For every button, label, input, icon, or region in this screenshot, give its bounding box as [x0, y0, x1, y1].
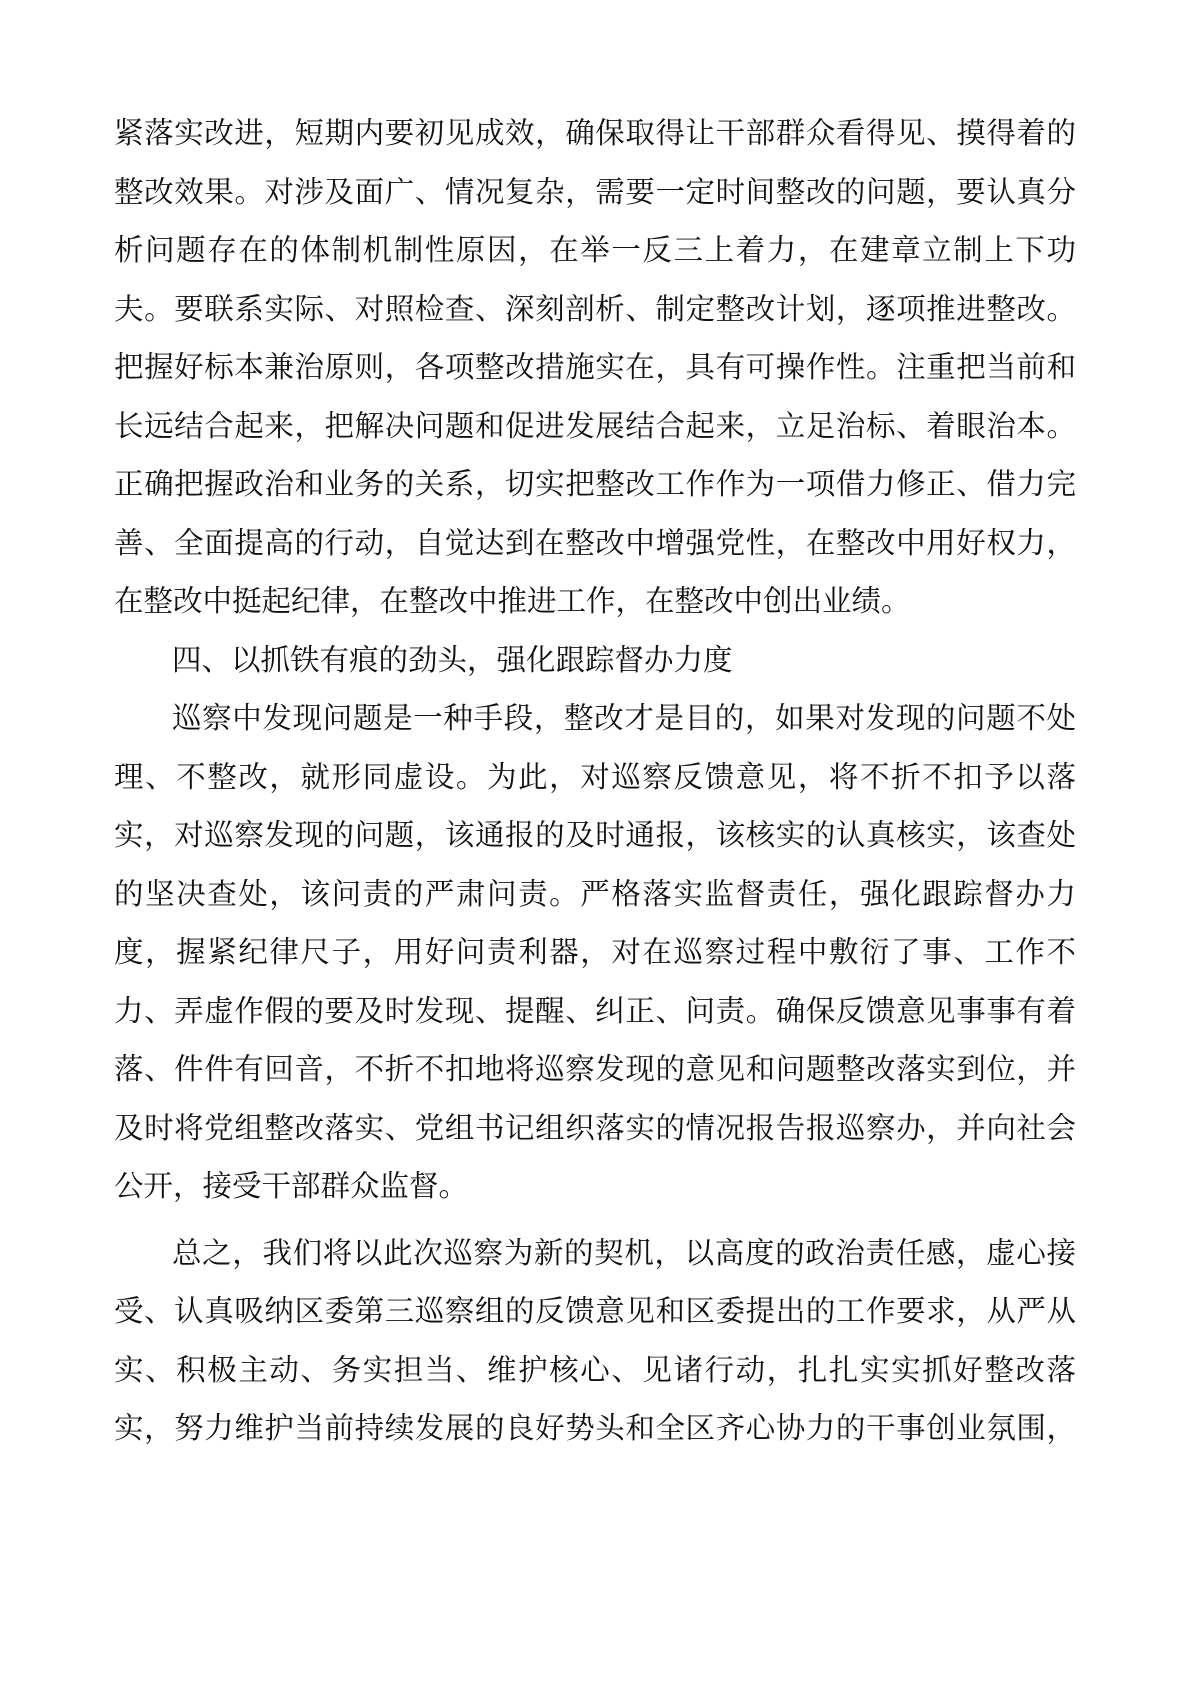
- document-body: [114, 104, 1076, 1458]
- text-line: 实，对巡察发现的问题，该通报的及时通报，该核实的认真核实，该查处: [114, 818, 1076, 852]
- text-line: 正确把握政治和业务的关系，切实把整改工作作为一项借力修正、借力完: [114, 467, 1076, 501]
- text-line: 力、弄虚作假的要及时发现、提醒、纠正、问责。确保反馈意见事事有着: [114, 993, 1076, 1028]
- text-line: 长远结合起来，把解决问题和促进发展结合起来，立足治标、着眼治本。: [114, 408, 1076, 443]
- text-line: 受、认真吸纳区委第三巡察组的反馈意见和区委提出的工作要求，从严从: [114, 1294, 1076, 1328]
- paragraph-continued: [114, 104, 1076, 631]
- paragraph: [114, 1224, 1076, 1458]
- text-line: 度，握紧纪律尺子，用好问责利器，对在巡察过程中敷衍了事、工作不: [114, 935, 1076, 969]
- text-line: 紧落实改进，短期内要初见成效，确保取得让干部群众看得见、摸得着的: [114, 116, 1076, 150]
- text-line: 公开，接受干部群众监督。: [114, 1169, 469, 1203]
- text-line: 夫。要联系实际、对照检查、深刻剖析、制定整改计划，逐项推进整改。: [114, 291, 1076, 326]
- paragraph: [114, 689, 1076, 1216]
- text-line: 落、件件有回音，不折不扣地将巡察发现的意见和问题整改落实到位，并: [114, 1052, 1076, 1086]
- text-line: 实、积极主动、务实担当、维护核心、见诸行动，扎扎实实抓好整改落: [114, 1352, 1076, 1387]
- text-line: 理、不整改，就形同虚设。为此，对巡察反馈意见，将不折不扣予以落: [114, 759, 1076, 794]
- text-line: 巡察中发现问题是一种手段，整改才是目的，如果对发现的问题不处: [172, 701, 1076, 735]
- text-line: 整改效果。对涉及面广、情况复杂，需要一定时间整改的问题，要认真分: [114, 174, 1076, 209]
- text-line: 及时将党组整改落实、党组书记组织落实的情况报告报巡察办，并向社会: [114, 1110, 1076, 1145]
- text-line: 善、全面提高的行动，自觉达到在整改中增强党性，在整改中用好权力，: [114, 525, 1076, 560]
- text-line: 总之，我们将以此次巡察为新的契机，以高度的政治责任感，虚心接: [172, 1235, 1076, 1270]
- text-line: 的坚决查处，该问责的严肃问责。严格落实监督责任，强化跟踪督办力: [114, 876, 1076, 911]
- section-heading: [114, 631, 1076, 690]
- text-line: 在整改中挺起纪律，在整改中推进工作，在整改中创出业绩。: [114, 584, 911, 618]
- heading-text: 四、以抓铁有痕的劲头，强化跟踪督办力度: [172, 642, 733, 677]
- text-line: 把握好标本兼治原则，各项整改措施实在，具有可操作性。注重把当前和: [114, 350, 1076, 384]
- text-line: 析问题存在的体制机制性原因，在举一反三上着力，在建章立制上下功: [114, 233, 1076, 267]
- text-line: 实，努力维护当前持续发展的良好势头和全区齐心协力的干事创业氛围，: [114, 1411, 1076, 1445]
